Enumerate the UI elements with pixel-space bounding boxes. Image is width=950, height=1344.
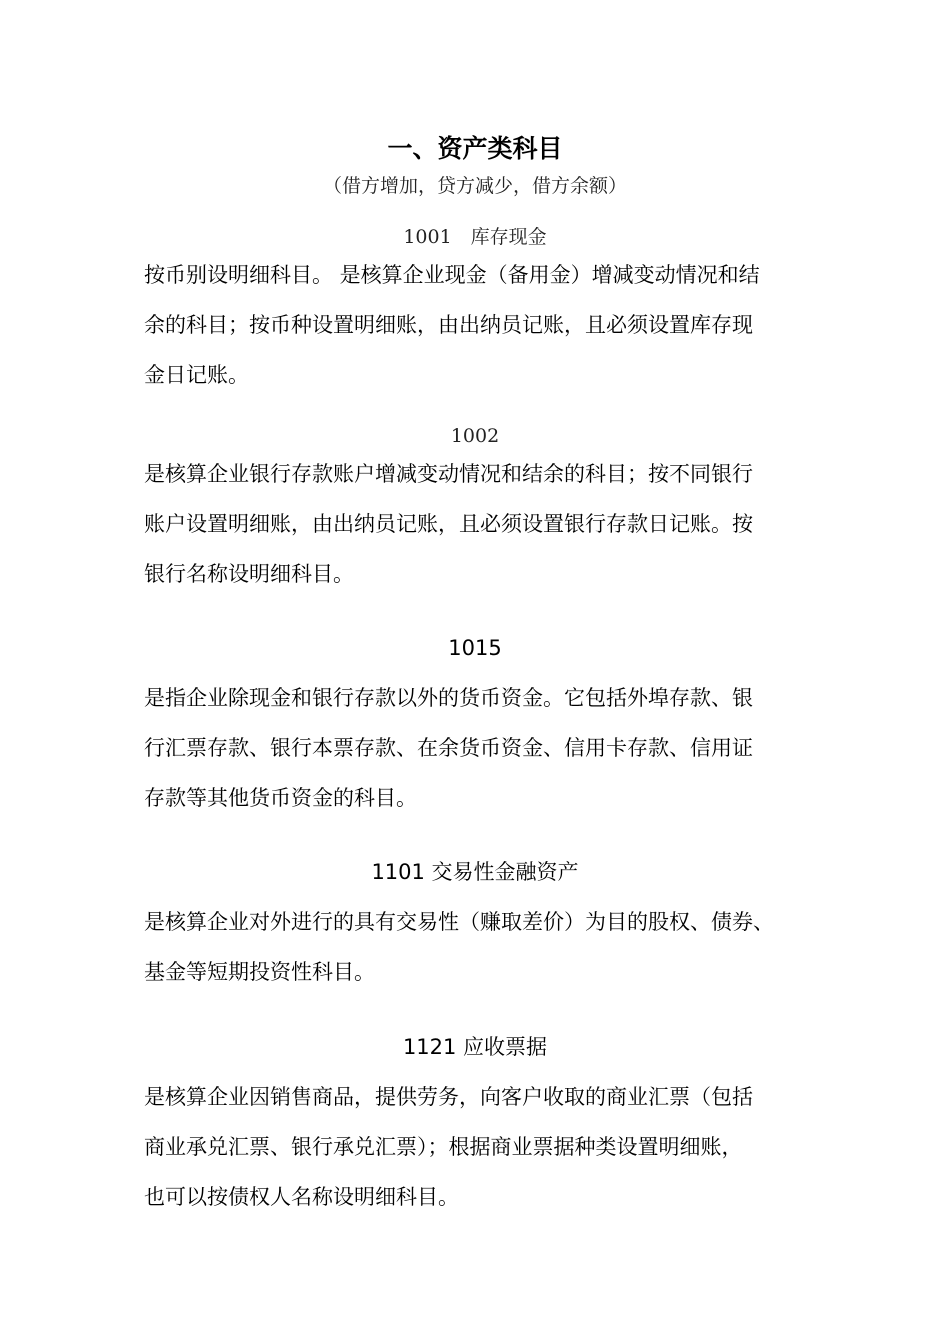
text-line: 按币别设明细科目。 是核算企业现金（备用金）增减变动情况和结 (144, 263, 760, 287)
page-title: 一、资产类科目 (387, 134, 563, 163)
text-line: 账户设置明细账，由出纳员记账，且必须设置银行存款日记账。按 (144, 512, 753, 536)
section-body-1121 (144, 1072, 824, 1222)
section-code-1101: 1101 交易性金融资产 (371, 860, 579, 884)
section-code-1002: 1002 (450, 425, 500, 447)
page-subtitle: （借方增加，贷方减少，借方余额） (322, 175, 627, 197)
text-line: 银行名称设明细科目。 (144, 562, 354, 586)
text-line: 存款等其他货币资金的科目。 (144, 786, 417, 810)
text-line: 是指企业除现金和银行存款以外的货币资金。它包括外埠存款、银 (144, 686, 753, 710)
section-code-1121: 1121 应收票据 (402, 1035, 548, 1059)
text-line: 商业承兑汇票、银行承兑汇票）；根据商业票据种类设置明细账， (144, 1135, 743, 1159)
section-body-1015 (144, 673, 824, 823)
text-line: 金日记账。 (144, 363, 249, 387)
section-body-1002 (144, 449, 824, 599)
section-code-1001: 1001 库存现金 (403, 226, 547, 248)
text-line: 也可以按债权人名称设明细科目。 (144, 1185, 459, 1209)
text-line: 基金等短期投资性科目。 (144, 960, 375, 984)
text-line: 是核算企业对外进行的具有交易性（赚取差价）为目的股权、债券、 (144, 910, 774, 934)
section-body-1001 (144, 250, 824, 400)
text-line: 余的科目；按币种设置明细账，由出纳员记账，且必须设置库存现 (144, 313, 753, 337)
text-line: 行汇票存款、银行本票存款、在余货币资金、信用卡存款、信用证 (144, 736, 753, 760)
text-line: 是核算企业银行存款账户增减变动情况和结余的科目；按不同银行 (144, 462, 753, 486)
section-code-1015: 1015 (448, 636, 502, 660)
text-line: 是核算企业因销售商品，提供劳务，向客户收取的商业汇票（包括 (144, 1085, 753, 1109)
section-body-1101 (144, 897, 824, 997)
